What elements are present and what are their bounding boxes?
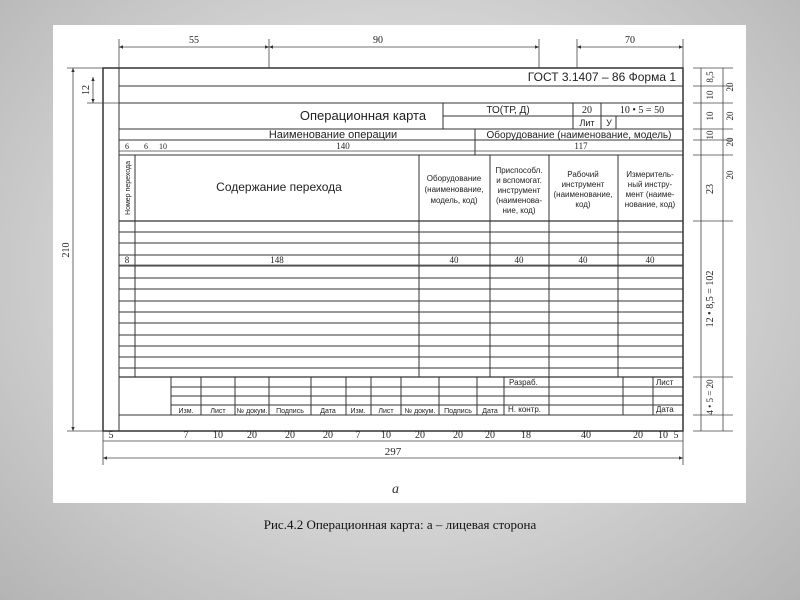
col-equipment-line2: (наименование, bbox=[424, 185, 484, 194]
col-fixtures-line4: (наименова- bbox=[495, 196, 543, 205]
col-fixtures-line2: и вспомогат. bbox=[496, 176, 542, 185]
dim-bottom-10c: 10 bbox=[658, 430, 668, 441]
stamp-label-doc-2: № докум. bbox=[404, 408, 436, 415]
col-fixtures-line5: ние, код) bbox=[502, 206, 536, 215]
dim-total-297: 297 bbox=[384, 446, 402, 458]
dim-mid-40c: 40 bbox=[578, 255, 588, 265]
n-kontr-label: Н. контр. bbox=[508, 405, 542, 414]
dim-bottom-5a: 5 bbox=[108, 430, 114, 441]
dim-bottom-10a: 10 bbox=[213, 430, 223, 441]
dim-bottom-20b: 20 bbox=[285, 430, 295, 441]
stamp-label-izm-1: Изм. bbox=[178, 408, 194, 415]
dim-top-70: 70 bbox=[625, 35, 635, 46]
col-working-line2: инструмент bbox=[561, 180, 605, 189]
dim-right-20a: 20 bbox=[725, 82, 735, 92]
lit-label: Лит bbox=[579, 118, 595, 128]
dim-mid-8: 8 bbox=[124, 255, 130, 265]
dim-right-10b: 10 bbox=[705, 111, 715, 121]
dim-right-102: 12 • 8,5 = 102 bbox=[705, 270, 716, 328]
dim-small-140: 140 bbox=[336, 141, 350, 151]
col-fixtures-line1: Приспособл. bbox=[495, 166, 543, 175]
dim-right-20b: 20 bbox=[725, 111, 735, 121]
dim-bottom-20d: 20 bbox=[415, 430, 425, 441]
dim-bottom-7a: 7 bbox=[183, 430, 189, 441]
stamp-label-sign-2: Подпись bbox=[444, 408, 472, 415]
dim-right-10a: 10 bbox=[705, 90, 715, 100]
stamp-label-sign-1: Подпись bbox=[276, 408, 304, 415]
dim-right-20c: 20 bbox=[725, 137, 735, 147]
razrab-label: Разраб. bbox=[509, 378, 538, 387]
to-number: 20 bbox=[582, 105, 592, 116]
form-title: Операционная карта bbox=[299, 108, 427, 123]
dim-top-55: 55 bbox=[189, 35, 199, 46]
dim-bottom-5b: 5 bbox=[673, 430, 679, 441]
col-equipment-line1: Оборудование bbox=[426, 174, 482, 183]
dim-top-90: 90 bbox=[373, 35, 383, 46]
step-number-label: Номер перехода bbox=[125, 161, 132, 215]
dim-bottom-10b: 10 bbox=[381, 430, 391, 441]
figure-caption: Рис.4.2 Операционная карта: а – лицевая сторона bbox=[263, 517, 537, 532]
dim-right-20-bottom: 4 • 5 = 20 bbox=[705, 379, 715, 415]
dim-left-12: 12 bbox=[81, 85, 92, 95]
stamp-label-doc-1: № докум. bbox=[236, 408, 268, 415]
dim-small-10: 10 bbox=[159, 142, 167, 151]
dim-right-23: 23 bbox=[705, 184, 716, 194]
dim-bottom-20c: 20 bbox=[323, 430, 333, 441]
dim-bottom-40: 40 bbox=[581, 430, 591, 441]
col-fixtures-line3: инструмент bbox=[497, 186, 541, 195]
stamp-label-izm-2: Изм. bbox=[350, 408, 366, 415]
dim-right-8-5: 8,5 bbox=[705, 71, 715, 83]
dim-bottom-7b: 7 bbox=[355, 430, 361, 441]
col-working-line1: Рабочий bbox=[567, 170, 599, 179]
dim-bottom-20e: 20 bbox=[453, 430, 463, 441]
dim-small-6b: 6 bbox=[144, 142, 148, 151]
to-dimension: 10 • 5 = 50 bbox=[619, 105, 665, 116]
col-measuring-line2: ный инстру- bbox=[627, 180, 673, 189]
stamp-label-date-1: Дата bbox=[320, 408, 336, 415]
date-label-right: Дата bbox=[656, 405, 674, 414]
dim-right-10c: 10 bbox=[705, 130, 715, 140]
list-label-right: Лист bbox=[656, 378, 674, 387]
stamp-label-list-2: Лист bbox=[378, 408, 394, 415]
dim-bottom-20a: 20 bbox=[247, 430, 257, 441]
to-label: ТО(ТР, Д) bbox=[486, 105, 530, 116]
stamp-label-date-2: Дата bbox=[482, 408, 498, 415]
dim-right-20d: 20 bbox=[725, 170, 735, 180]
col-measuring-line4: нование, код) bbox=[624, 200, 676, 209]
dim-mid-40a: 40 bbox=[449, 255, 459, 265]
gost-label: ГОСТ 3.1407 – 86 Форма 1 bbox=[527, 70, 676, 84]
stamp-label-list-1: Лист bbox=[210, 408, 226, 415]
col-measuring-line1: Измеритель- bbox=[626, 170, 674, 179]
dim-left-210: 210 bbox=[61, 242, 72, 258]
col-working-line3: (наименование, bbox=[553, 190, 613, 199]
step-content-label: Содержание перехода bbox=[216, 180, 342, 194]
col-equipment-line3: модель, код) bbox=[430, 196, 478, 205]
col-working-line4: код) bbox=[575, 200, 591, 209]
equipment-header-label: Оборудование (наименование, модель) bbox=[486, 130, 672, 141]
dim-bottom-20f: 20 bbox=[485, 430, 495, 441]
drawing-panel bbox=[53, 25, 746, 503]
dim-bottom-20g: 20 bbox=[633, 430, 643, 441]
operation-name-label: Наименование операции bbox=[268, 129, 398, 141]
dim-mid-40b: 40 bbox=[514, 255, 524, 265]
dim-bottom-18: 18 bbox=[521, 430, 531, 441]
dim-mid-148: 148 bbox=[270, 255, 284, 265]
dim-small-117: 117 bbox=[574, 141, 588, 151]
figure-label: а bbox=[392, 482, 399, 497]
col-measuring-line3: мент (наиме- bbox=[625, 190, 675, 199]
dim-mid-40d: 40 bbox=[645, 255, 655, 265]
dim-small-6a: 6 bbox=[125, 142, 129, 151]
lit-value: У bbox=[606, 118, 612, 128]
